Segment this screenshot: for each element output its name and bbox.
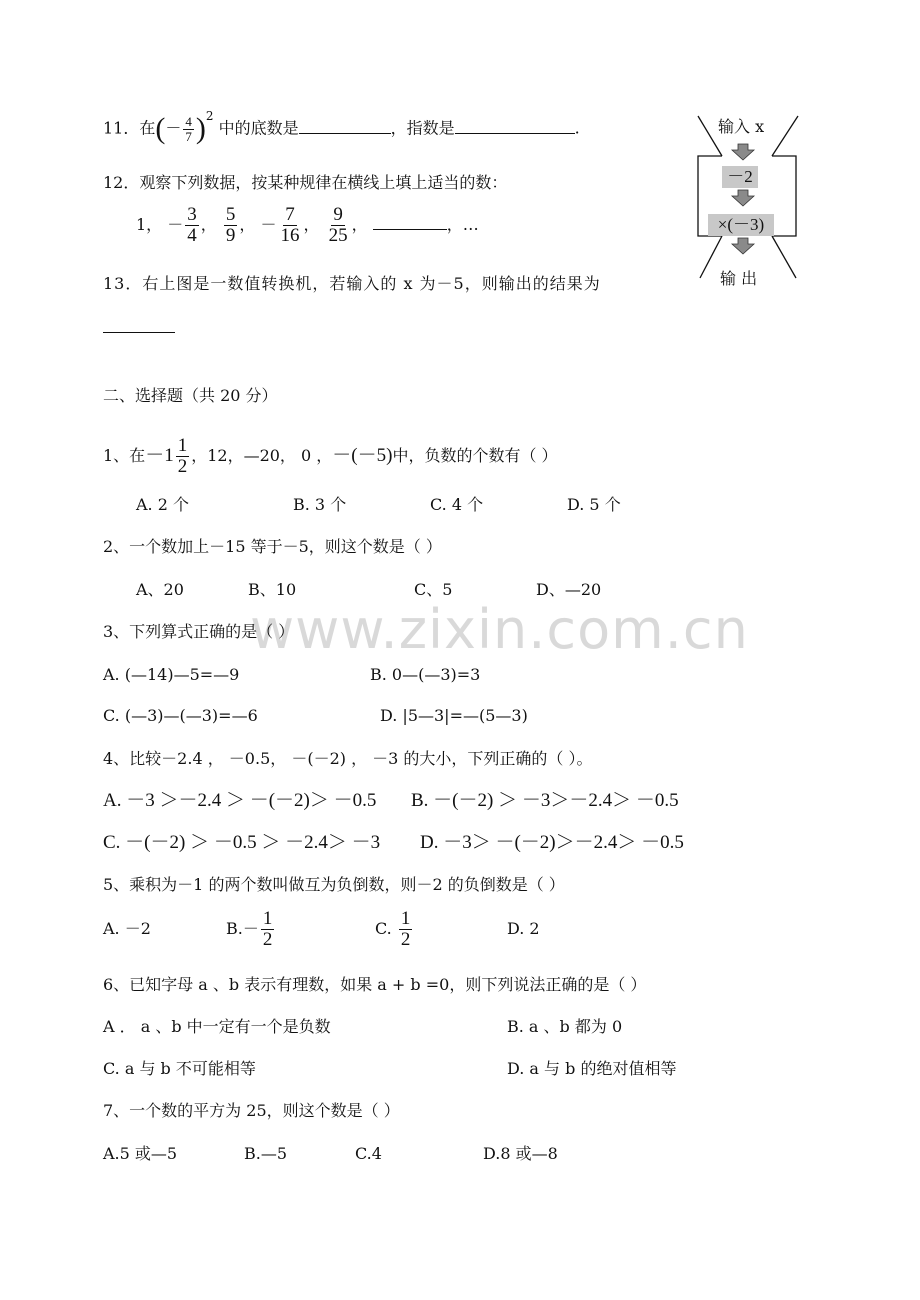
c5-optc-num: 1 <box>400 908 411 930</box>
q12-frac-1 <box>185 205 199 246</box>
machine-step-subtract: －2 <box>722 166 758 188</box>
q12-frac-1-den: 4 <box>187 225 197 246</box>
q11-exponent: 2 <box>205 108 214 123</box>
q12-sequence: 1， － $\frac{3}{4}$ ， $\frac{5}{9}$ ， － $\frac{7}{16}$ ， $\frac{9}{25}$ ， ，… <box>136 204 479 246</box>
c5-option-d[interactable]: D. 2 <box>507 919 540 938</box>
q11-end: . <box>574 118 580 138</box>
c7-option-d[interactable]: D.8 或—8 <box>483 1144 558 1163</box>
q12-f3-sign: － <box>260 215 277 234</box>
q11-blank-exponent[interactable] <box>455 117 575 134</box>
c1-lead: 1、在 <box>103 445 146 465</box>
question-12: 12．观察下列数据，按某种规律在横线上填上适当的数： <box>103 173 508 192</box>
c1-mixed-den: 2 <box>177 455 188 477</box>
c1-option-b[interactable]: B. 3 个 <box>293 495 347 514</box>
q11-mid: 中的底数是 <box>218 118 299 138</box>
c5-optb-sign: － <box>242 919 259 938</box>
c7-option-c[interactable]: C.4 <box>355 1144 382 1163</box>
choice-question-2: 2、一个数加上－15 等于－5，则这个数是（ ） <box>103 537 442 556</box>
q12-frac-2-den: 9 <box>225 225 236 246</box>
c5-optc-den: 2 <box>400 929 411 950</box>
q12-blank[interactable] <box>373 215 447 230</box>
c6-option-b[interactable]: B. a 、b 都为 0 <box>507 1017 623 1036</box>
q11-den: 7 <box>185 128 192 144</box>
c3-option-b[interactable]: B. 0—(—3)=3 <box>370 665 481 684</box>
q11-lead: 11．在 <box>103 118 156 138</box>
q12-frac-4-num: 9 <box>333 204 343 226</box>
q12-frac-3-den: 16 <box>280 225 300 246</box>
c1-option-c[interactable]: C. 4 个 <box>430 495 484 514</box>
choice-question-1 <box>103 436 558 477</box>
question-11 <box>103 108 580 145</box>
q11-minus: － <box>165 118 182 138</box>
c7-option-a[interactable]: A.5 或—5 <box>103 1144 178 1163</box>
c6-option-a[interactable]: A ． a 、b 中一定有一个是负数 <box>103 1017 331 1036</box>
q11-close-paren: ) <box>195 112 206 145</box>
q12-frac-4 <box>327 205 350 246</box>
choice-question-3: 3、下列算式正确的是（ ） <box>103 622 295 641</box>
c6-option-c[interactable]: C. a 与 b 不可能相等 <box>103 1059 256 1078</box>
c5-optb-fraction <box>261 909 275 950</box>
number-converter-machine <box>688 108 808 298</box>
c5-option-c[interactable] <box>375 906 414 952</box>
q12-first: 1， <box>136 215 163 234</box>
c1-mixed-whole: －1 <box>145 444 174 466</box>
c5-optb-label: B. <box>226 919 243 938</box>
c5-option-a[interactable]: A. －2 <box>103 919 151 938</box>
q11-blank-base[interactable] <box>299 117 391 134</box>
c4-option-d[interactable]: D. －3＞ －(－2)＞－2.4＞ －0.5 <box>420 832 684 853</box>
c3-option-a[interactable]: A. (—14)—5=—9 <box>103 665 240 684</box>
q12-frac-4-den: 25 <box>328 225 348 246</box>
c6-option-d[interactable]: D. a 与 b 的绝对值相等 <box>507 1059 677 1078</box>
q12-frac-2 <box>224 205 238 246</box>
q12-tail: ，… <box>446 215 479 234</box>
c1-mixed-num: 1 <box>177 435 188 456</box>
c1-option-d[interactable]: D. 5 个 <box>567 495 621 514</box>
c5-optc-fraction <box>399 909 413 950</box>
q13-blank[interactable] <box>103 318 175 333</box>
c1-option-a[interactable]: A. 2 个 <box>136 495 189 514</box>
c4-option-c[interactable]: C. －(－2) ＞ －0.5 ＞ －2.4＞ －3 <box>103 832 381 853</box>
c5-optb-num: 1 <box>262 908 273 930</box>
machine-input-label: 输入 x <box>718 117 765 136</box>
watermark: www.zixin.com.cn <box>250 598 749 661</box>
c2-option-c[interactable]: C、5 <box>414 580 453 599</box>
c5-optb-den: 2 <box>262 929 273 950</box>
q11-sep: ，指数是 <box>390 118 455 138</box>
c4-option-a[interactable]: A. －3 ＞－2.4 ＞ －(－2)＞ －0.5 <box>103 790 377 811</box>
c2-option-a[interactable]: A、20 <box>136 580 184 599</box>
c3-option-c[interactable]: C. (—3)—(—3)=—6 <box>103 706 258 725</box>
c1-mixed-fraction <box>176 436 190 477</box>
section-2-title: 二、选择题（共 20 分） <box>103 386 278 405</box>
question-13: 13．右上图是一数值转换机，若输入的 x 为－5，则输出的结果为 <box>103 274 601 293</box>
c2-option-d[interactable]: D、—20 <box>536 580 602 599</box>
c5-option-b[interactable] <box>226 906 276 952</box>
c5-optc-label: C. <box>375 919 392 938</box>
choice-question-6: 6、已知字母 a 、b 表示有理数，如果 a + b =0，则下列说法正确的是（ ） <box>103 975 647 994</box>
choice-question-5: 5、乘积为－1 的两个数叫做互为负倒数，则－2 的负倒数是（ ） <box>103 875 565 894</box>
q12-frac-1-num: 3 <box>187 204 197 226</box>
q12-frac-3 <box>279 205 302 246</box>
machine-step-multiply: ×(－3) <box>708 214 774 236</box>
c4-option-b[interactable]: B. －(－2) ＞ －3＞－2.4＞ －0.5 <box>411 790 679 811</box>
machine-output-label: 输 出 <box>720 269 758 288</box>
c1-list: ，12，—20， 0 ， <box>191 445 333 465</box>
q11-num: 4 <box>185 113 192 129</box>
c1-neg5: －(－5) <box>332 444 393 466</box>
choice-question-7: 7、一个数的平方为 25，则这个数是（ ） <box>103 1101 400 1120</box>
choice-question-4: 4、比较－2.4 ， －0.5， －(－2) ， －3 的大小，下列正确的（ ）。 <box>103 749 593 768</box>
c7-option-b[interactable]: B.—5 <box>244 1144 288 1163</box>
q12-f1-sign: － <box>167 215 184 234</box>
q12-frac-3-num: 7 <box>285 204 295 226</box>
c2-option-b[interactable]: B、10 <box>248 580 297 599</box>
q11-open-paren: ( <box>155 112 166 145</box>
c1-tail: 中，负数的个数有（ ） <box>392 445 558 465</box>
c3-option-d[interactable]: D. |5—3|=—(5—3) <box>380 706 528 725</box>
q11-fraction <box>183 115 194 143</box>
q12-frac-2-num: 5 <box>225 204 236 226</box>
